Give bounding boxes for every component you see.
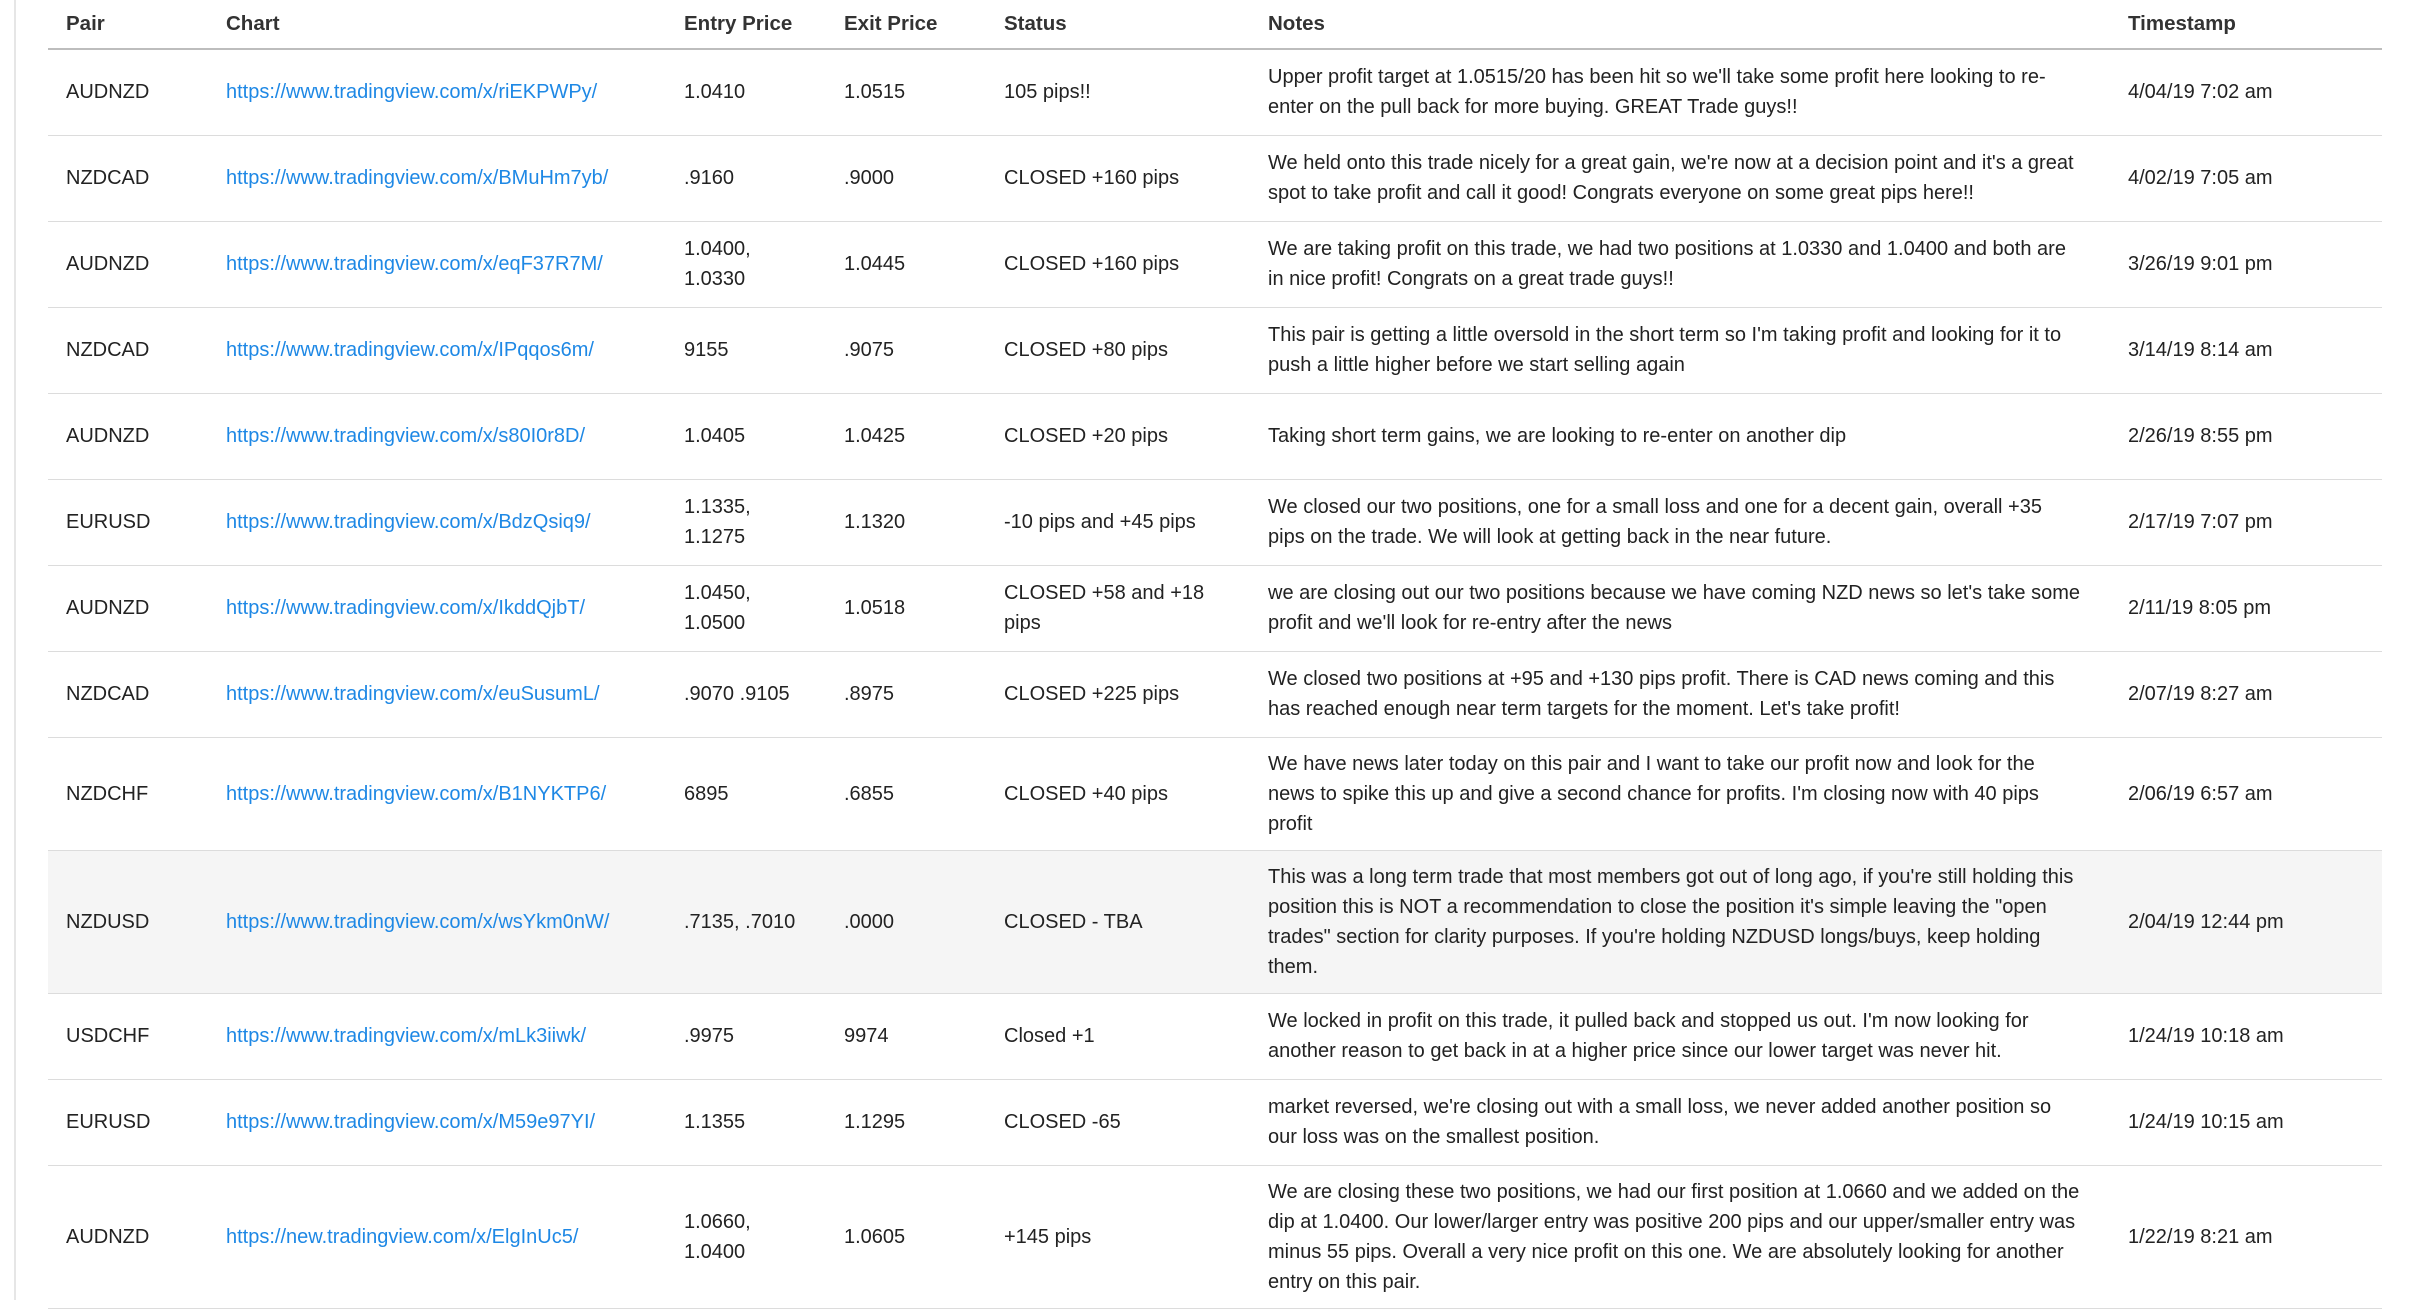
status-cell: CLOSED +58 and +18 pips [986,565,1250,651]
table-row [48,651,2382,737]
exit-price-cell: .9075 [826,307,986,393]
chart-cell [208,651,666,737]
status-cell: CLOSED +225 pips [986,651,1250,737]
status-cell: CLOSED - TBA [986,850,1250,993]
chart-link[interactable]: https://www.tradingview.com/x/eqF37R7M/ [226,253,603,275]
exit-price-cell: 1.0518 [826,565,986,651]
timestamp-cell: 2/17/19 7:07 pm [2110,479,2382,565]
column-header-timestamp[interactable]: Timestamp [2110,0,2382,49]
entry-price-cell: .9070 .9105 [666,651,826,737]
exit-price-cell: .8975 [826,651,986,737]
table-row [48,993,2382,1079]
notes-cell: Upper profit target at 1.0515/20 has been hit so we'll take some profit here looking to re-enter on the pull back for more buying. GREAT Trade guys!! [1250,49,2110,135]
exit-price-cell: 9974 [826,993,986,1079]
pair-cell: NZDUSD [48,850,208,993]
notes-cell: This pair is getting a little oversold in the short term so I'm taking profit and looking for it to push a little higher before we start selling again [1250,307,2110,393]
chart-cell [208,850,666,993]
notes-cell: We locked in profit on this trade, it pulled back and stopped us out. I'm now looking for another reason to get back in at a higher price since our lower target was never hit. [1250,993,2110,1079]
exit-price-cell: .0000 [826,850,986,993]
pair-cell: AUDNZD [48,49,208,135]
pair-cell: AUDNZD [48,565,208,651]
notes-cell: We closed two positions at +95 and +130 pips profit. There is CAD news coming and this has reached enough near term targets for the moment. Let's take profit! [1250,651,2110,737]
chart-link[interactable]: https://www.tradingview.com/x/s80I0r8D/ [226,425,586,447]
column-header-chart[interactable]: Chart [208,0,666,49]
notes-cell: we are closing out our two positions because we have coming NZD news so let's take some profit and we'll look for re-entry after the news [1250,565,2110,651]
table-row [48,850,2382,993]
status-cell: CLOSED -65 [986,1079,1250,1165]
entry-price-cell: .7135, .7010 [666,850,826,993]
timestamp-cell: 3/14/19 8:14 am [2110,307,2382,393]
status-cell: 105 pips!! [986,49,1250,135]
chart-link[interactable]: https://www.tradingview.com/x/IkddQjbT/ [226,597,586,619]
chart-link[interactable]: https://new.tradingview.com/x/ElgInUc5/ [226,1225,579,1248]
chart-cell [208,993,666,1079]
column-header-notes[interactable]: Notes [1250,0,2110,49]
timestamp-cell: 1/24/19 10:15 am [2110,1079,2382,1165]
timestamp-cell: 2/07/19 8:27 am [2110,651,2382,737]
pair-cell: NZDCAD [48,307,208,393]
exit-price-cell: 1.0605 [826,1165,986,1308]
pair-cell: USDCHF [48,993,208,1079]
chart-link[interactable]: https://www.tradingview.com/x/BMuHm7yb/ [226,167,609,189]
table-row [48,565,2382,651]
notes-cell: We held onto this trade nicely for a great gain, we're now at a decision point and it's a great spot to take profit and call it good! Congrats everyone on some great pips here!! [1250,135,2110,221]
chart-cell [208,737,666,850]
pair-cell: AUDNZD [48,1165,208,1308]
status-cell: -10 pips and +45 pips [986,479,1250,565]
entry-price-cell: 1.0400, 1.0330 [666,221,826,307]
chart-cell [208,565,666,651]
chart-link[interactable]: https://www.tradingview.com/x/BdzQsiq9/ [226,511,591,533]
notes-cell: We are closing these two positions, we had our first position at 1.0660 and we added on the dip at 1.0400. Our lower/larger entry was positive 200 pips and our upper/smaller entry was minus 55 pips. Overall a very nice profit on this one. We are absolutely looking for another entry on this pair. [1250,1165,2110,1308]
pair-cell: AUDNZD [48,221,208,307]
status-cell: CLOSED +160 pips [986,221,1250,307]
chart-cell [208,479,666,565]
status-cell: +145 pips [986,1165,1250,1308]
column-header-pair[interactable]: Pair [48,0,208,49]
table-row [48,221,2382,307]
exit-price-cell: 1.0515 [826,49,986,135]
timestamp-cell: 3/26/19 9:01 pm [2110,221,2382,307]
chart-cell [208,49,666,135]
column-header-entry-price[interactable]: Entry Price [666,0,826,49]
entry-price-cell: .9160 [666,135,826,221]
entry-price-cell: 6895 [666,737,826,850]
pair-cell: AUDNZD [48,393,208,479]
page-left-border [14,0,16,1300]
exit-price-cell: .9000 [826,135,986,221]
entry-price-cell: .9975 [666,993,826,1079]
status-cell: CLOSED +40 pips [986,737,1250,850]
table-row [48,737,2382,850]
status-cell: CLOSED +160 pips [986,135,1250,221]
pair-cell: EURUSD [48,479,208,565]
table-row [48,135,2382,221]
entry-price-cell: 1.1335, 1.1275 [666,479,826,565]
status-cell: CLOSED +20 pips [986,393,1250,479]
table-row [48,393,2382,479]
chart-cell [208,393,666,479]
exit-price-cell: 1.0425 [826,393,986,479]
pair-cell: NZDCAD [48,651,208,737]
notes-cell: Taking short term gains, we are looking to re-enter on another dip [1250,393,2110,479]
timestamp-cell: 2/06/19 6:57 am [2110,737,2382,850]
timestamp-cell: 2/26/19 8:55 pm [2110,393,2382,479]
timestamp-cell: 1/22/19 8:21 am [2110,1165,2382,1308]
exit-price-cell: 1.0445 [826,221,986,307]
closed-trades-table [48,0,2382,1309]
chart-link[interactable]: https://www.tradingview.com/x/wsYkm0nW/ [226,910,610,933]
chart-cell [208,1165,666,1308]
chart-link[interactable]: https://www.tradingview.com/x/mLk3iiwk/ [226,1025,587,1047]
chart-link[interactable]: https://www.tradingview.com/x/IPqqos6m/ [226,339,594,361]
entry-price-cell: 1.0405 [666,393,826,479]
chart-link[interactable]: https://www.tradingview.com/x/riEKPWPy/ [226,81,598,104]
status-cell: CLOSED +80 pips [986,307,1250,393]
entry-price-cell: 1.0410 [666,49,826,135]
exit-price-cell: .6855 [826,737,986,850]
notes-cell: We closed our two positions, one for a small loss and one for a decent gain, overall +35 pips on the trade. We will look at getting back in the near future. [1250,479,2110,565]
exit-price-cell: 1.1295 [826,1079,986,1165]
notes-cell: We are taking profit on this trade, we had two positions at 1.0330 and 1.0400 and both are in nice profit! Congrats on a great trade guys!! [1250,221,2110,307]
column-header-exit-price[interactable]: Exit Price [826,0,986,49]
entry-price-cell: 9155 [666,307,826,393]
chart-cell [208,221,666,307]
chart-link[interactable]: https://www.tradingview.com/x/euSusumL/ [226,683,600,705]
table-row [48,479,2382,565]
notes-cell: market reversed, we're closing out with a small loss, we never added another position so our loss was on the smallest position. [1250,1079,2110,1165]
column-header-status[interactable]: Status [986,0,1250,49]
chart-cell [208,307,666,393]
entry-price-cell: 1.0660, 1.0400 [666,1165,826,1308]
pair-cell: NZDCAD [48,135,208,221]
notes-cell: We have news later today on this pair and I want to take our profit now and look for the news to spike this up and give a second chance for profits. I'm closing now with 40 pips profit [1250,737,2110,850]
pair-cell: EURUSD [48,1079,208,1165]
exit-price-cell: 1.1320 [826,479,986,565]
status-cell: Closed +1 [986,993,1250,1079]
table-row [48,307,2382,393]
notes-cell: This was a long term trade that most members got out of long ago, if you're still holding this position this is NOT a recommendation to close the position it's simple leaving the "open trades" section for clarity purposes. If you're holding NZDUSD longs/buys, keep holding them. [1250,850,2110,993]
entry-price-cell: 1.0450, 1.0500 [666,565,826,651]
timestamp-cell: 2/11/19 8:05 pm [2110,565,2382,651]
table-row [48,49,2382,135]
timestamp-cell: 1/24/19 10:18 am [2110,993,2382,1079]
table-row [48,1079,2382,1165]
chart-link[interactable]: https://www.tradingview.com/x/B1NYKTP6/ [226,782,607,805]
timestamp-cell: 4/02/19 7:05 am [2110,135,2382,221]
table-row [48,1165,2382,1308]
pair-cell: NZDCHF [48,737,208,850]
timestamp-cell: 2/04/19 12:44 pm [2110,850,2382,993]
chart-cell [208,135,666,221]
table-header-row [48,0,2382,49]
chart-link[interactable]: https://www.tradingview.com/x/M59e97YI/ [226,1111,596,1133]
timestamp-cell: 4/04/19 7:02 am [2110,49,2382,135]
entry-price-cell: 1.1355 [666,1079,826,1165]
chart-cell [208,1079,666,1165]
